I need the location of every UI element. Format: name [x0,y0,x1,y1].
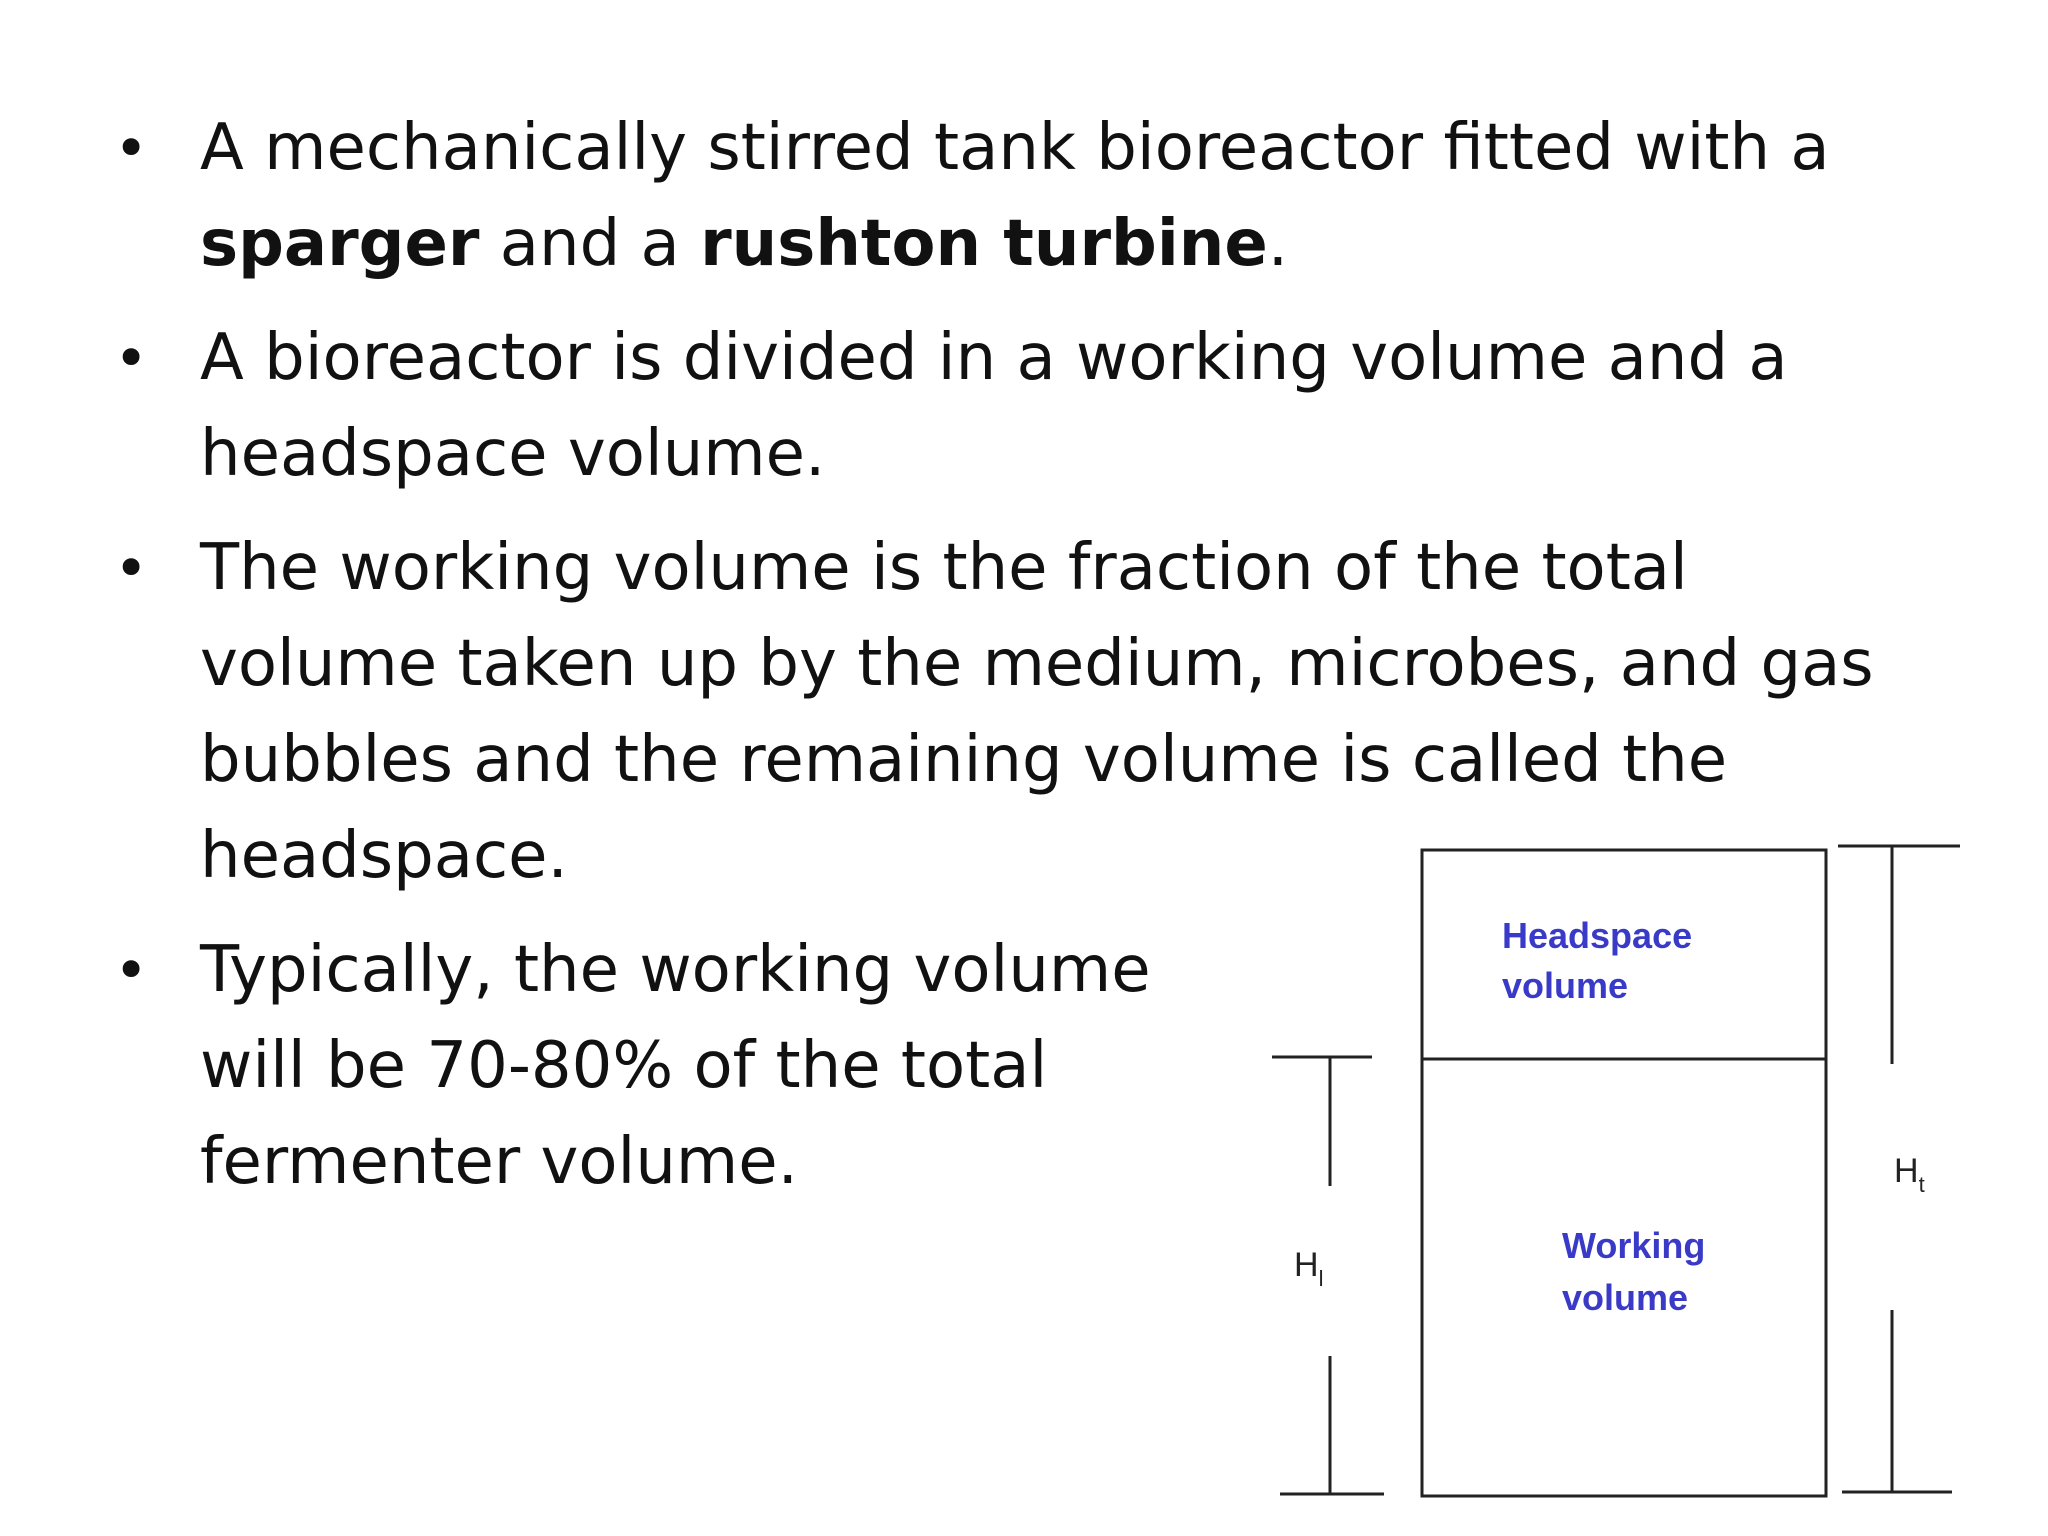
headspace-label-line2: volume [1502,965,1629,1006]
bullet-text: A bioreactor is divided in a working volume and a headspace volume. [200,321,1788,491]
bullet-text: Typically, the working volume will be 70-80% of the total fermenter volume. [200,933,1151,1199]
bullet-text: and a [479,207,701,281]
bullet-text: A mechanically stirred tank bioreactor fitted with a [200,111,1830,185]
bullet-dot: • [114,324,149,392]
bullet-dot: • [114,114,149,182]
bullet-item-1 [114,100,1920,292]
bullet-dot: • [114,936,149,1004]
hl-label-letter: H [1294,1246,1319,1284]
bioreactor-volume-diagram [1260,836,2000,1526]
bullet-bold-term-rushton-turbine: rushton turbine [700,207,1268,281]
diagram-svg [1260,836,2000,1526]
hl-label-subscript: l [1318,1266,1324,1291]
hl-label [1294,1246,1323,1291]
bullet-text: The working volume is the fraction of the total volume taken up by the medium, microbes, and gas bubbles and the remaining volume is called the headspace. [200,531,1874,893]
bullet-dot: • [114,534,149,602]
headspace-label-line1: Headspace [1502,915,1693,956]
bullet-item-4 [114,922,1200,1210]
bullet-bold-term-sparger: sparger [200,207,480,281]
bullet-text: . [1267,207,1289,281]
ht-label-letter: H [1894,1152,1919,1190]
ht-label-subscript: t [1918,1172,1925,1197]
bullet-item-2 [114,310,1920,502]
ht-label [1894,1152,1925,1197]
working-label-line2: volume [1562,1277,1689,1318]
working-label-line1: Working [1562,1225,1706,1266]
